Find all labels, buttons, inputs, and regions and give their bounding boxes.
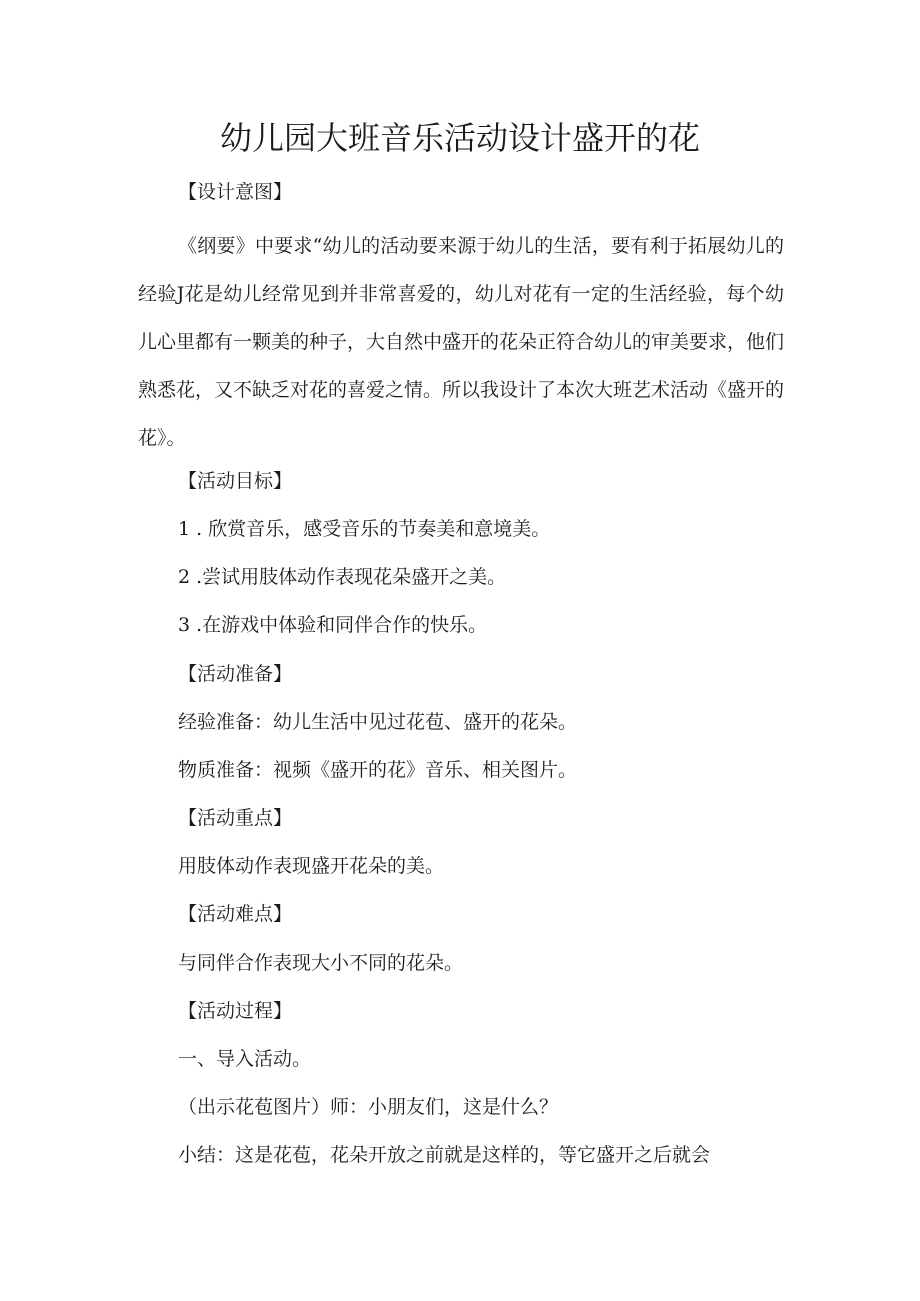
process-step-1: 一、导入活动。 <box>178 1048 312 1070</box>
difficulty-heading: 【活动难点】 <box>178 903 293 925</box>
process-heading: 【活动过程】 <box>178 1000 293 1022</box>
goals-heading: 【活动目标】 <box>178 470 293 492</box>
key-point-text: 用肢体动作表现盛开花朵的美。 <box>178 855 445 877</box>
document-title: 幼儿园大班音乐活动设计盛开的花 <box>219 119 700 157</box>
prep-experience: 经验准备：幼儿生活中见过花苞、盛开的花朵。 <box>178 711 578 733</box>
process-step-1-question: （出示花苞图片）师：小朋友们，这是什么？ <box>178 1096 559 1118</box>
goal-item-2: 2 .尝试用肢体动作表现花朵盛开之美。 <box>178 566 507 588</box>
prep-material: 物质准备：视频《盛开的花》音乐、相关图片。 <box>178 759 578 781</box>
goal-item-3: 3 .在游戏中体验和同伴合作的快乐。 <box>178 614 488 636</box>
process-step-1-summary: 小结：这是花苞，花朵开放之前就是这样的，等它盛开之后就会 <box>178 1144 711 1166</box>
key-point-heading: 【活动重点】 <box>178 807 293 829</box>
goal-item-1: 1 . 欣赏音乐，感受音乐的节奏美和意境美。 <box>178 518 551 540</box>
difficulty-text: 与同伴合作表现大小不同的花朵。 <box>178 952 464 974</box>
design-intent-paragraph: 《纲要》中要求“幼儿的活动要来源于幼儿的生活，要有利于拓展幼儿的经验J花是幼儿经常见到并非常喜爱的，幼儿对花有一定的生活经验，每个幼儿心里都有一颗美的种子，大自然中盛开的花朵正符合幼儿的审美要求，他们熟悉花，又不缺乏对花的喜爱之情。所以我设计了本次大班艺术活动《盛开的花》。 <box>138 235 785 449</box>
prep-heading: 【活动准备】 <box>178 663 293 685</box>
design-intent-heading: 【设计意图】 <box>178 181 293 203</box>
